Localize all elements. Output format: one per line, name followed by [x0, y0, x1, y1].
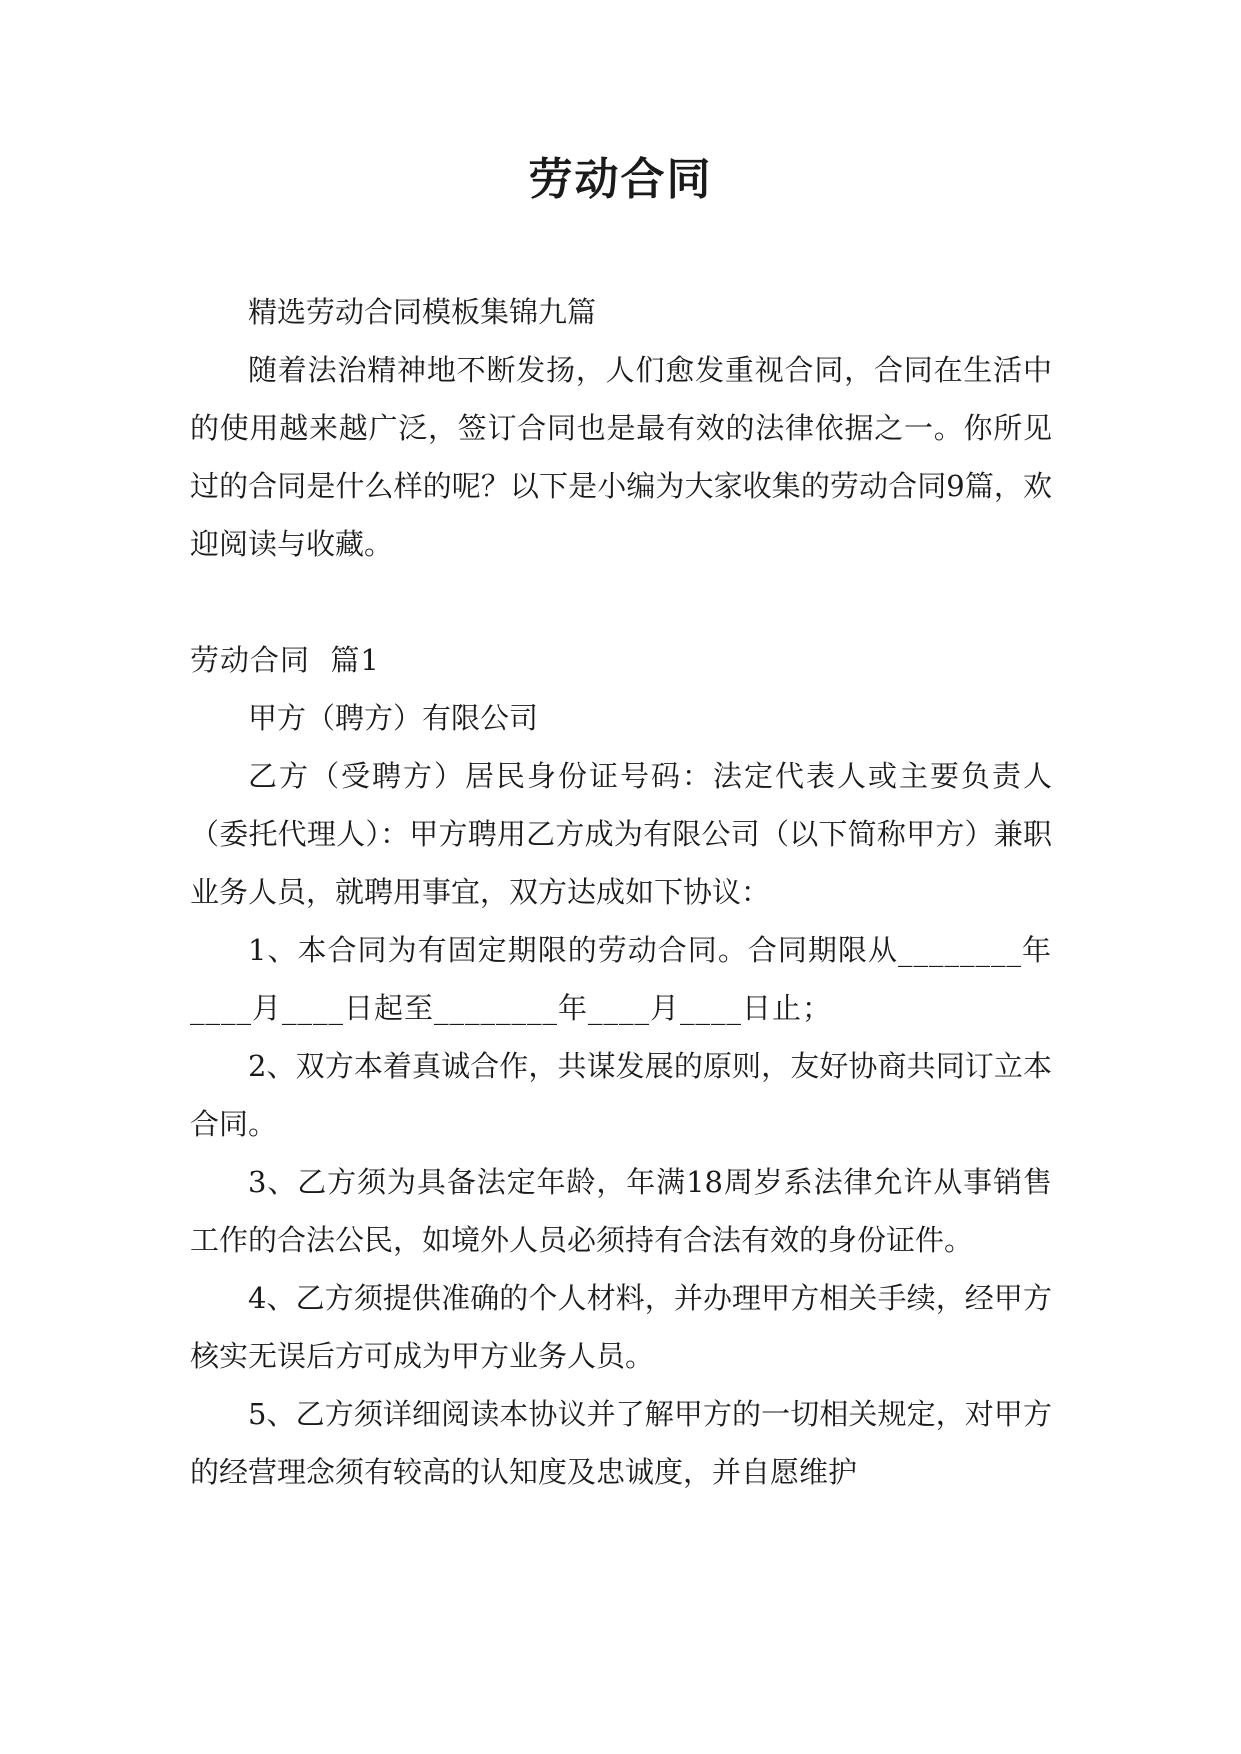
clause-1: 1、本合同为有固定期限的劳动合同。合同期限从________年____月____日起至________年____月____日止；	[190, 933, 1052, 1025]
clause-4: 4、乙方须提供准确的个人材料，并办理甲方相关手续，经甲方核实无误后方可成为甲方业务人员。	[190, 1281, 1052, 1373]
intro-subtitle: 精选劳动合同模板集锦九篇	[248, 295, 597, 329]
document-body	[190, 283, 1052, 1501]
clause-3: 3、乙方须为具备法定年龄，年满18周岁系法律允许从事销售工作的合法公民，如境外人员必须持有合法有效的身份证件。	[190, 1165, 1052, 1257]
intro-paragraph: 随着法治精神地不断发扬，人们愈发重视合同，合同在生活中的使用越来越广泛，签订合同也是最有效的法律依据之一。你所见过的合同是什么样的呢？以下是小编为大家收集的劳动合同9篇，欢迎阅读与收藏。	[190, 353, 1052, 561]
party-b-paragraph: 乙方（受聘方）居民身份证号码：法定代表人或主要负责人（委托代理人）：甲方聘用乙方成为有限公司（以下简称甲方）兼职业务人员，就聘用事宜，双方达成如下协议：	[190, 759, 1052, 909]
spacer	[190, 573, 1052, 631]
clause-2: 2、双方本着真诚合作，共谋发展的原则，友好协商共同订立本合同。	[190, 1049, 1052, 1141]
document-title: 劳动合同	[528, 154, 713, 205]
party-a-line: 甲方（聘方）有限公司	[248, 701, 539, 735]
clause-5: 5、乙方须详细阅读本协议并了解甲方的一切相关规定，对甲方的经营理念须有较高的认知度及忠诚度，并自愿维护	[190, 1397, 1052, 1489]
section-heading: 劳动合同 篇1	[190, 643, 380, 677]
